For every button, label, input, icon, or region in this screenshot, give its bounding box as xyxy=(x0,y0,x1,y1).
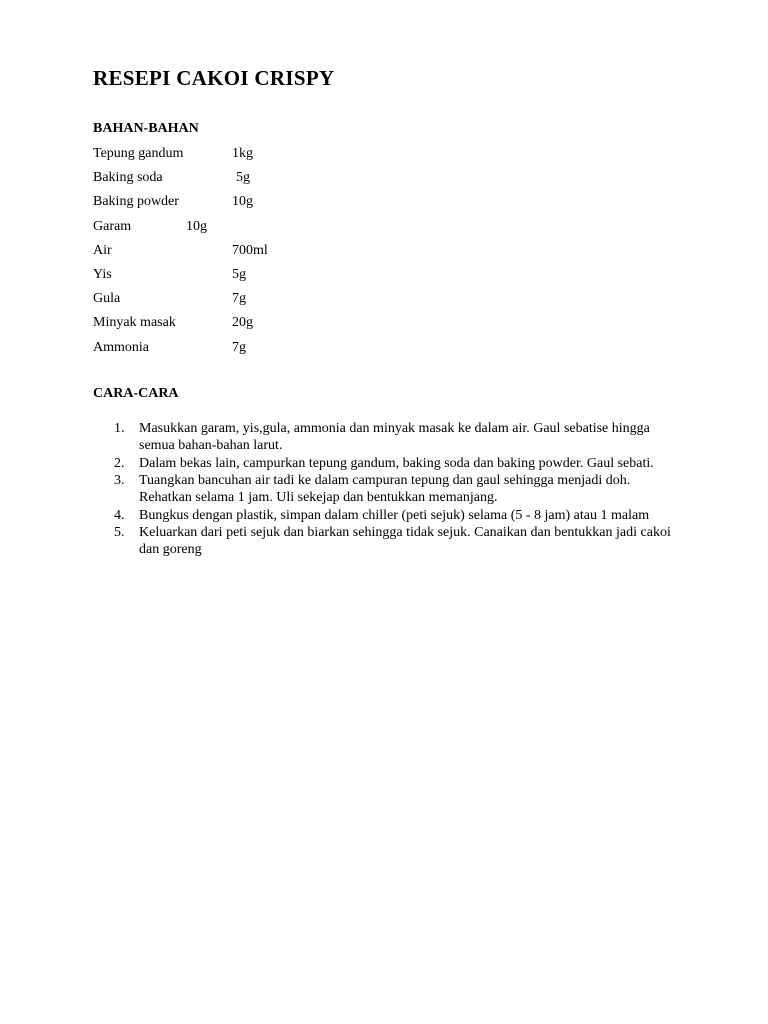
steps-heading: CARA-CARA xyxy=(93,386,179,401)
steps-list xyxy=(93,420,683,559)
ingredient-name: Baking powder xyxy=(93,194,179,210)
step-item xyxy=(93,524,683,558)
ingredient-row xyxy=(93,146,493,170)
step-text: Keluarkan dari peti sejuk dan biarkan sehingga tidak sejuk. Canaikan dan bentukkan jadi cakoi dan goreng xyxy=(139,525,671,557)
ingredient-name: Ammonia xyxy=(93,339,149,355)
ingredient-name: Gula xyxy=(93,291,121,307)
ingredients-heading: BAHAN-BAHAN xyxy=(93,121,199,136)
page-title: RESEPI CAKOI CRISPY xyxy=(93,66,335,90)
step-number: 5. xyxy=(114,525,125,540)
step-item xyxy=(93,472,683,506)
ingredient-name: Yis xyxy=(93,266,112,282)
ingredient-name: Tepung gandum xyxy=(93,146,184,161)
step-number: 1. xyxy=(114,421,125,436)
step-item xyxy=(93,507,683,524)
ingredient-row xyxy=(93,170,493,194)
ingredient-row xyxy=(93,340,493,364)
ingredient-row xyxy=(93,194,493,218)
ingredient-row xyxy=(93,219,493,243)
step-text: Masukkan garam, yis,gula, ammonia dan minyak masak ke dalam air. Gaul sebatise hingga semua bahan-bahan larut. xyxy=(139,421,650,453)
ingredient-qty: 1kg xyxy=(232,146,253,161)
step-item xyxy=(93,420,683,454)
ingredient-name: Baking soda xyxy=(93,170,163,186)
ingredient-qty: 20g xyxy=(232,315,253,331)
ingredient-qty: 10g xyxy=(186,218,207,234)
step-item xyxy=(93,455,683,472)
ingredient-row xyxy=(93,267,493,291)
ingredient-row xyxy=(93,315,493,339)
ingredients-list xyxy=(93,146,493,364)
ingredient-name: Minyak masak xyxy=(93,315,176,331)
ingredient-qty: 7g xyxy=(232,291,246,307)
step-number: 3. xyxy=(114,473,125,488)
ingredient-qty: 5g xyxy=(236,170,250,186)
ingredient-row xyxy=(93,291,493,315)
step-number: 2. xyxy=(114,455,125,471)
step-text: Dalam bekas lain, campurkan tepung gandum, baking soda dan baking powder. Gaul sebati. xyxy=(139,455,654,471)
ingredient-name: Air xyxy=(93,242,112,258)
ingredient-row xyxy=(93,243,493,267)
ingredient-qty: 10g xyxy=(232,194,253,210)
ingredient-qty: 700ml xyxy=(232,242,268,258)
ingredient-qty: 5g xyxy=(232,266,246,282)
step-text: Tuangkan bancuhan air tadi ke dalam campuran tepung dan gaul sehingga menjadi doh. Rehatkan selama 1 jam. Uli sekejap dan bentukkan memanjang. xyxy=(139,473,631,505)
ingredient-name: Garam xyxy=(93,218,132,234)
ingredient-qty: 7g xyxy=(232,339,246,355)
step-number: 4. xyxy=(114,507,125,523)
step-text: Bungkus dengan plastik, simpan dalam chiller (peti sejuk) selama (5 - 8 jam) atau 1 malam xyxy=(139,507,650,523)
